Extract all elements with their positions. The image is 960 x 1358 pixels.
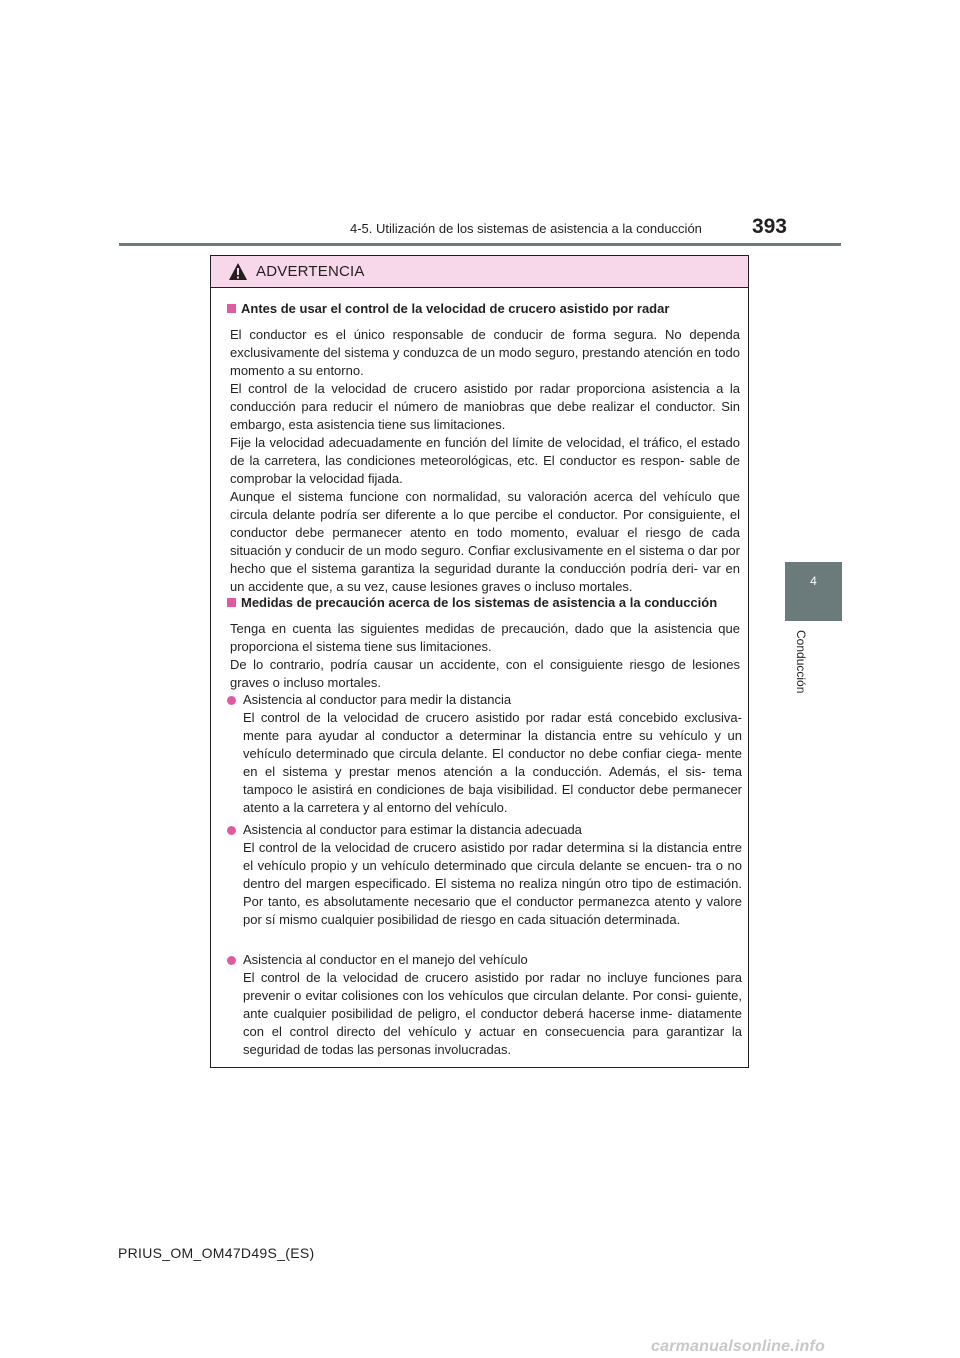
section-heading-text: Antes de usar el control de la velocidad de crucero asistido por radar [241, 301, 670, 316]
bullet-item [243, 691, 742, 817]
warning-box [210, 255, 749, 1068]
section-heading-precautions [227, 595, 717, 611]
warning-title: ADVERTENCIA [256, 263, 365, 280]
section-title: 4-5. Utilización de los sistemas de asistencia a la conducción [350, 221, 702, 236]
bullet-title: Asistencia al conductor en el manejo del vehículo [243, 952, 528, 967]
watermark: carmanualsonline.info [651, 1338, 826, 1355]
document-code: PRIUS_OM_OM47D49S_(ES) [118, 1245, 315, 1261]
round-bullet-icon [227, 826, 236, 835]
warning-header [211, 256, 748, 288]
bullet-item [243, 821, 742, 929]
paragraph: Fije la velocidad adecuadamente en función del límite de velocidad, el tráfico, el estado de la carretera, las condiciones meteorológicas, etc. El conductor es respon- sable de comprobar la velocidad fijada. [230, 435, 740, 486]
round-bullet-icon [227, 696, 236, 705]
page-number: 393 [751, 215, 787, 238]
bullet-text: El control de la velocidad de crucero asistido por radar determina si la distancia entre el vehículo propio y un vehículo determinado que circula delante se encuen- tra o no dentro del margen especificado. El sistema no realiza ningún otro tipo de estimación. Por tanto, es absolutamente necesario que el conductor permanezca atento y valore por sí mismo cualquier posibilidad de riesgo en cada situación determinada. [243, 840, 742, 927]
paragraph: El control de la velocidad de crucero asistido por radar proporciona asistencia a la conducción para reducir el número de maniobras que debe realizar el conductor. Sin embargo, esta asistencia tiene sus limitaciones. [230, 381, 740, 432]
paragraph: El conductor es el único responsable de conducir de forma segura. No dependa exclusivamente del sistema y conduzca de un modo seguro, prestando atención en todo momento a su entorno. [230, 327, 740, 378]
square-bullet-icon [227, 304, 236, 313]
bullet-title: Asistencia al conductor para estimar la distancia adecuada [243, 822, 582, 837]
paragraph: Aunque el sistema funcione con normalidad, su valoración acerca del vehículo que circula delante podría ser diferente a lo que percibe el conductor. Por consiguiente, el conductor debe permanecer atento en todo momento, evaluar el riesgo de cada situación y conducir de un modo seguro. Confiar exclusivamente en el sistema o dar por hecho que el sistema garantiza la seguridad durante la conducción podría deri- var en un accidente que, a su vez, cause lesiones graves o incluso mortales. [230, 489, 740, 594]
bullet-text: El control de la velocidad de crucero asistido por radar está concebido exclusiva- mente para ayudar al conductor a determinar la distancia entre su vehículo y un vehículo determinado que circula delante. El conductor no debe confiar ciega- mente en el sistema y prestar menos atención a la conducción. Además, el sis- tema tampoco le asistirá en condiciones de baja visibilidad. El conductor debe permanecer atento a la carretera y al entorno del vehículo. [243, 710, 742, 815]
chapter-label: Conducción [794, 630, 808, 694]
header-divider [119, 243, 841, 246]
bullet-item [243, 951, 742, 1059]
bullet-text: El control de la velocidad de crucero asistido por radar no incluye funciones para prevenir o evitar colisiones con los vehículos que circulan delante. Por consi- guiente, ante cualquier posibilidad de peligro, el conductor deberá hacerse inme- diatamente con el control directo del vehículo y actuar en consecuencia para garantizar la seguridad de todas las personas involucradas. [243, 970, 742, 1057]
round-bullet-icon [227, 956, 236, 965]
warning-triangle-icon [228, 262, 248, 281]
chapter-tab [785, 562, 842, 621]
section-heading-radar-cruise [227, 301, 669, 317]
square-bullet-icon [227, 598, 236, 607]
section-heading-text: Medidas de precaución acerca de los sistemas de asistencia a la conducción [241, 595, 718, 610]
chapter-number: 4 [810, 574, 817, 588]
paragraph: De lo contrario, podría causar un accidente, con el consiguiente riesgo de lesiones graves o incluso mortales. [230, 657, 740, 690]
bullet-title: Asistencia al conductor para medir la distancia [243, 692, 512, 707]
paragraph: Tenga en cuenta las siguientes medidas de precaución, dado que la asistencia que proporciona el sistema tiene sus limitaciones. [230, 621, 740, 654]
